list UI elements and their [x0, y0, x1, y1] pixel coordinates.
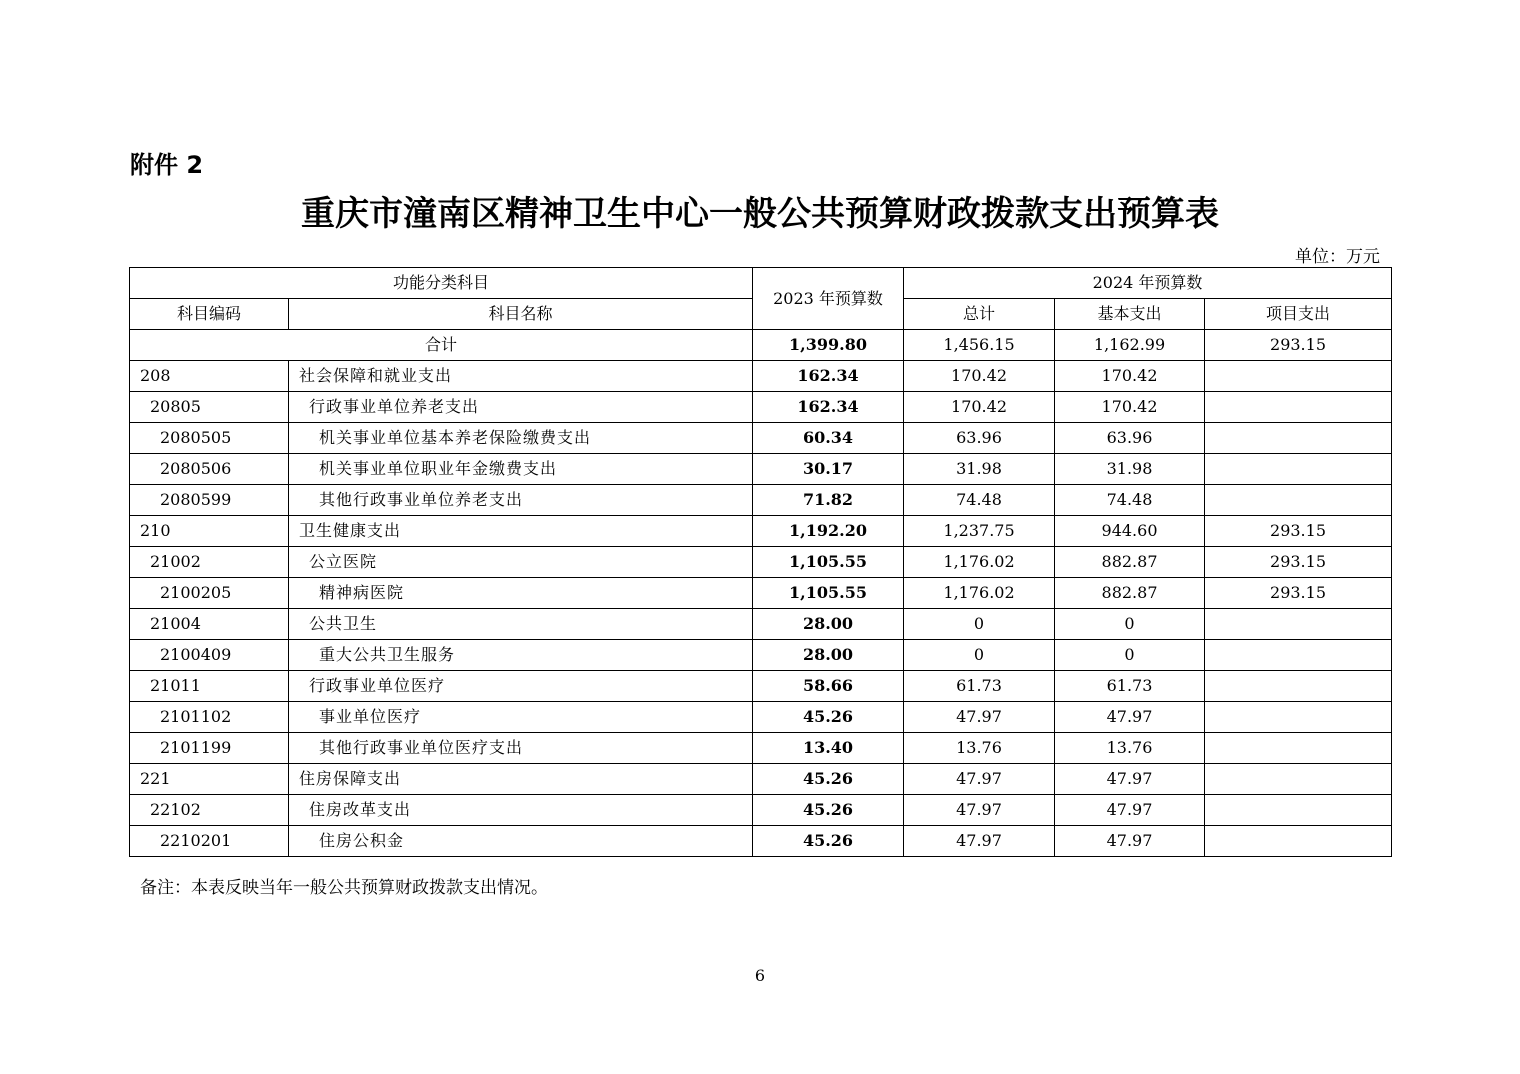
row-basic: 0 [1055, 609, 1205, 640]
row-total: 74.48 [904, 485, 1055, 516]
header-code: 科目编码 [130, 299, 289, 330]
table-row [130, 516, 1392, 547]
row-budget-2023: 58.66 [753, 671, 904, 702]
row-code: 21004 [130, 609, 289, 640]
table-row [130, 423, 1392, 454]
row-name: 住房改革支出 [289, 795, 753, 826]
row-name: 行政事业单位养老支出 [289, 392, 753, 423]
table-note: 备注：本表反映当年一般公共预算财政拨款支出情况。 [140, 878, 548, 898]
document-title: 重庆市潼南区精神卫生中心一般公共预算财政拨款支出预算表 [301, 194, 1219, 234]
row-name: 社会保障和就业支出 [289, 361, 753, 392]
row-code: 2080506 [130, 454, 289, 485]
total-row [130, 330, 1392, 361]
row-name: 机关事业单位基本养老保险缴费支出 [289, 423, 753, 454]
row-budget-2023: 13.40 [753, 733, 904, 764]
header-function-category: 功能分类科目 [130, 268, 753, 299]
row-total: 1,176.02 [904, 578, 1055, 609]
row-budget-2023: 1,192.20 [753, 516, 904, 547]
row-total: 1,176.02 [904, 547, 1055, 578]
table-row [130, 733, 1392, 764]
row-basic: 47.97 [1055, 702, 1205, 733]
header-row-1 [130, 268, 1392, 299]
row-total: 31.98 [904, 454, 1055, 485]
header-total: 总计 [904, 299, 1055, 330]
row-budget-2023: 28.00 [753, 640, 904, 671]
row-code: 22102 [130, 795, 289, 826]
row-name: 精神病医院 [289, 578, 753, 609]
row-name: 行政事业单位医疗 [289, 671, 753, 702]
row-basic: 47.97 [1055, 764, 1205, 795]
table-row [130, 485, 1392, 516]
row-basic: 47.97 [1055, 795, 1205, 826]
header-name: 科目名称 [289, 299, 753, 330]
row-budget-2023: 162.34 [753, 361, 904, 392]
row-code: 210 [130, 516, 289, 547]
row-budget-2023: 60.34 [753, 423, 904, 454]
row-project [1205, 392, 1392, 423]
row-basic: 31.98 [1055, 454, 1205, 485]
row-total: 0 [904, 640, 1055, 671]
page-number: 6 [754, 966, 766, 985]
row-project: 293.15 [1205, 516, 1392, 547]
row-project [1205, 733, 1392, 764]
row-code: 2101102 [130, 702, 289, 733]
table-row [130, 671, 1392, 702]
table-row [130, 454, 1392, 485]
row-project [1205, 640, 1392, 671]
total-label: 合计 [130, 330, 753, 361]
row-total: 63.96 [904, 423, 1055, 454]
row-code: 2080505 [130, 423, 289, 454]
row-budget-2023: 1,105.55 [753, 578, 904, 609]
row-project [1205, 671, 1392, 702]
row-code: 20805 [130, 392, 289, 423]
row-basic: 13.76 [1055, 733, 1205, 764]
row-budget-2023: 45.26 [753, 764, 904, 795]
row-name: 公共卫生 [289, 609, 753, 640]
total-basic: 1,162.99 [1055, 330, 1205, 361]
row-project [1205, 764, 1392, 795]
row-total: 170.42 [904, 392, 1055, 423]
unit-label: 单位：万元 [1295, 247, 1380, 267]
row-basic: 0 [1055, 640, 1205, 671]
row-basic: 47.97 [1055, 826, 1205, 857]
row-total: 1,237.75 [904, 516, 1055, 547]
row-code: 208 [130, 361, 289, 392]
row-budget-2023: 28.00 [753, 609, 904, 640]
total-project: 293.15 [1205, 330, 1392, 361]
row-budget-2023: 45.26 [753, 826, 904, 857]
row-total: 0 [904, 609, 1055, 640]
row-code: 2100205 [130, 578, 289, 609]
table-row [130, 702, 1392, 733]
row-project: 293.15 [1205, 547, 1392, 578]
row-basic: 170.42 [1055, 361, 1205, 392]
row-code: 2100409 [130, 640, 289, 671]
row-basic: 882.87 [1055, 578, 1205, 609]
row-name: 其他行政事业单位医疗支出 [289, 733, 753, 764]
budget-table [129, 267, 1392, 857]
table-row [130, 764, 1392, 795]
row-name: 机关事业单位职业年金缴费支出 [289, 454, 753, 485]
table-row [130, 361, 1392, 392]
row-total: 170.42 [904, 361, 1055, 392]
row-budget-2023: 45.26 [753, 795, 904, 826]
row-basic: 170.42 [1055, 392, 1205, 423]
row-project [1205, 826, 1392, 857]
row-budget-2023: 71.82 [753, 485, 904, 516]
row-project: 293.15 [1205, 578, 1392, 609]
row-project [1205, 485, 1392, 516]
row-name: 公立医院 [289, 547, 753, 578]
row-total: 47.97 [904, 702, 1055, 733]
row-code: 2210201 [130, 826, 289, 857]
row-code: 21002 [130, 547, 289, 578]
attachment-label: 附件 2 [130, 151, 204, 179]
row-basic: 63.96 [1055, 423, 1205, 454]
row-name: 其他行政事业单位养老支出 [289, 485, 753, 516]
row-total: 47.97 [904, 764, 1055, 795]
table-row [130, 640, 1392, 671]
row-budget-2023: 162.34 [753, 392, 904, 423]
row-project [1205, 423, 1392, 454]
table-row [130, 795, 1392, 826]
row-basic: 61.73 [1055, 671, 1205, 702]
row-project [1205, 702, 1392, 733]
table-row [130, 826, 1392, 857]
row-budget-2023: 30.17 [753, 454, 904, 485]
row-basic: 944.60 [1055, 516, 1205, 547]
row-basic: 882.87 [1055, 547, 1205, 578]
total-budget-2023: 1,399.80 [753, 330, 904, 361]
row-project [1205, 795, 1392, 826]
row-name: 事业单位医疗 [289, 702, 753, 733]
header-budget-2023: 2023 年预算数 [753, 268, 904, 330]
row-project [1205, 454, 1392, 485]
row-budget-2023: 1,105.55 [753, 547, 904, 578]
row-project [1205, 609, 1392, 640]
row-total: 13.76 [904, 733, 1055, 764]
header-basic: 基本支出 [1055, 299, 1205, 330]
row-code: 2080599 [130, 485, 289, 516]
table-row [130, 392, 1392, 423]
row-name: 卫生健康支出 [289, 516, 753, 547]
table-row [130, 547, 1392, 578]
table-row [130, 578, 1392, 609]
row-code: 21011 [130, 671, 289, 702]
row-basic: 74.48 [1055, 485, 1205, 516]
row-total: 61.73 [904, 671, 1055, 702]
row-name: 住房公积金 [289, 826, 753, 857]
row-code: 2101199 [130, 733, 289, 764]
row-name: 住房保障支出 [289, 764, 753, 795]
row-budget-2023: 45.26 [753, 702, 904, 733]
row-total: 47.97 [904, 795, 1055, 826]
table-row [130, 609, 1392, 640]
row-code: 221 [130, 764, 289, 795]
header-budget-2024: 2024 年预算数 [904, 268, 1392, 299]
total-total: 1,456.15 [904, 330, 1055, 361]
header-project: 项目支出 [1205, 299, 1392, 330]
row-project [1205, 361, 1392, 392]
row-name: 重大公共卫生服务 [289, 640, 753, 671]
row-total: 47.97 [904, 826, 1055, 857]
